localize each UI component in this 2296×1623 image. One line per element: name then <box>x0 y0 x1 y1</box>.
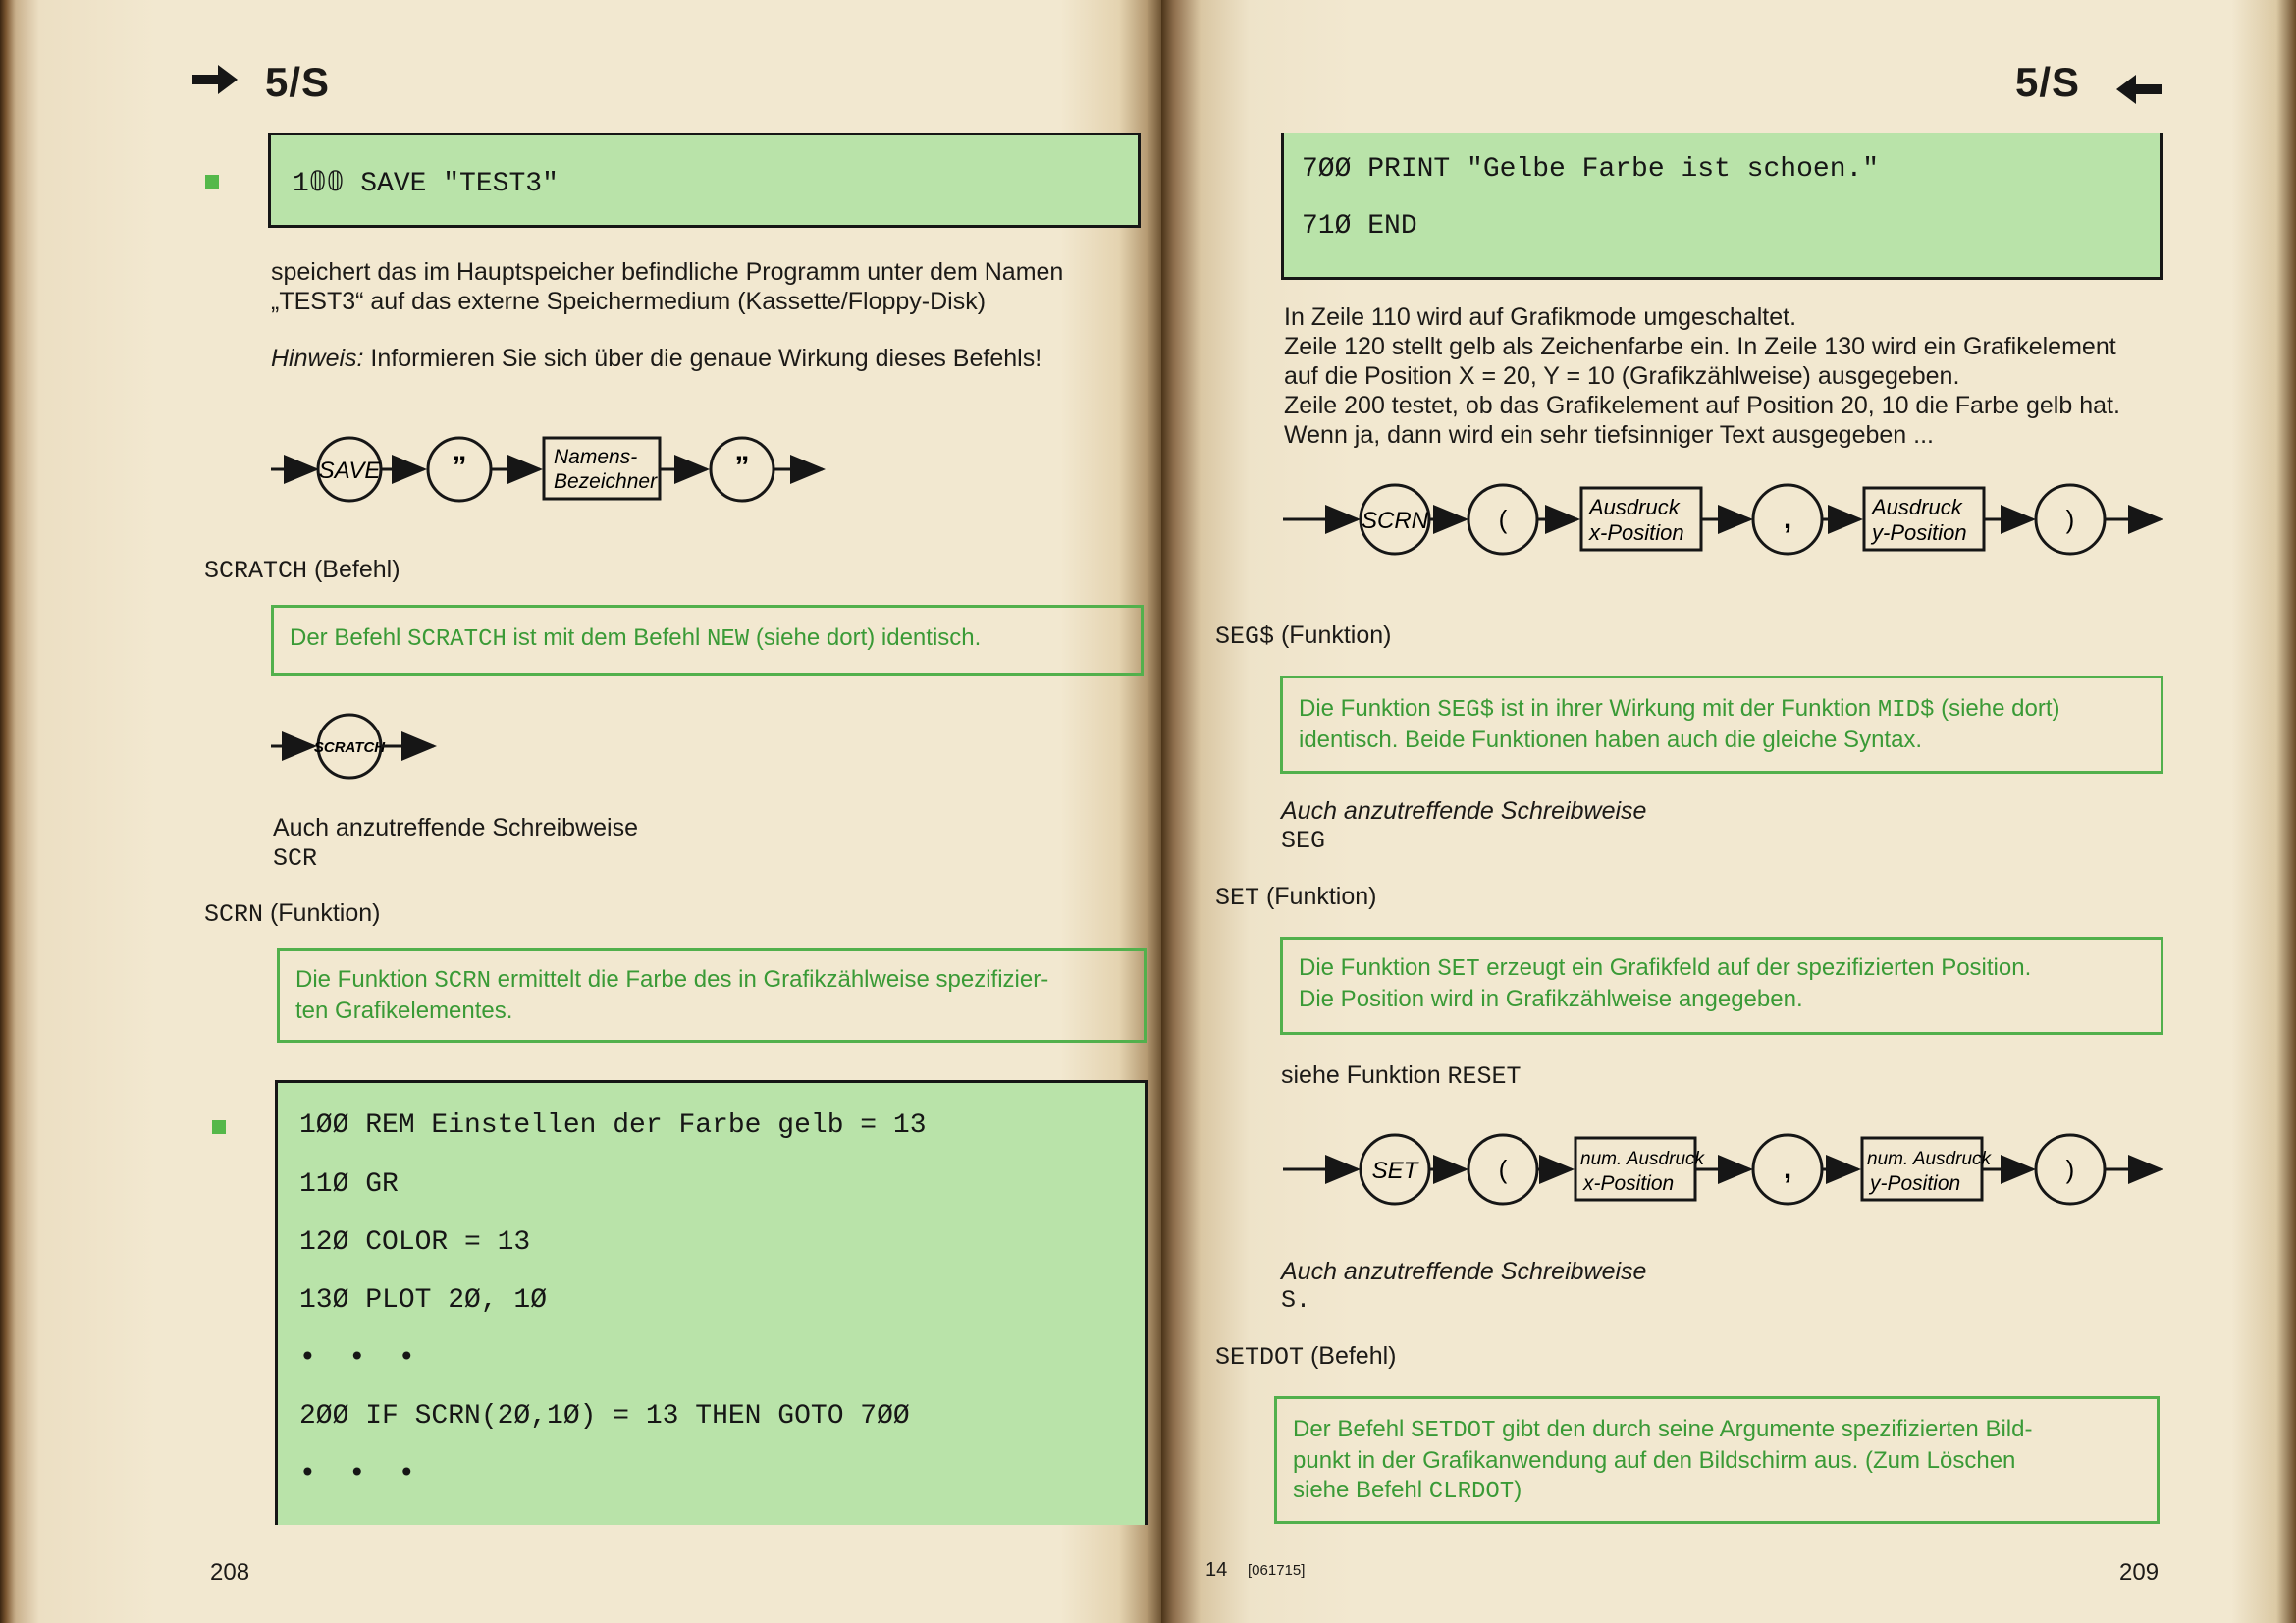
diagram-box-line: Namens- <box>554 446 638 468</box>
box-line <box>1293 1415 2141 1446</box>
save-syntax-diagram <box>265 432 834 511</box>
heading-type: (Befehl) <box>1304 1342 1397 1370</box>
diagram-symbol: , <box>1783 1153 1792 1185</box>
arrow-right-icon <box>192 65 238 99</box>
box-text: Die Funktion <box>1299 954 1438 981</box>
save-description-line: speichert das im Hauptspeicher befindliche Programm unter dem Namen <box>271 258 1064 286</box>
set-syntax-diagram <box>1277 1129 2296 1217</box>
diagram-keyword: SCRN <box>1361 508 1429 534</box>
heading-type: (Funktion) <box>263 899 381 927</box>
box-text: ist in ihrer Wirkung mit der Funktion <box>1494 695 1878 722</box>
section-header: 5/S <box>265 59 331 105</box>
diagram-box-line: y-Position <box>1870 1172 1961 1195</box>
code-line: 7ØØ PRINT "Gelbe Farbe ist schoen." <box>1302 154 1880 185</box>
scratch-syntax-diagram <box>265 709 452 787</box>
code-ellipsis: • • • <box>299 1459 415 1489</box>
code-ellipsis: • • • <box>299 1343 415 1374</box>
keyword: SCRN <box>204 900 264 929</box>
explanation-line: Wenn ja, dann wird ein sehr tiefsinniger Text ausgegeben ... <box>1284 421 1934 449</box>
diagram-box-line: Ausdruck <box>1872 495 1962 519</box>
box-text: Der Befehl <box>290 624 408 651</box>
sheet-signature: 14 <box>1205 1559 1228 1581</box>
scratch-heading <box>204 555 400 586</box>
box-line: ten Grafikelementes. <box>295 998 513 1024</box>
diagram-keyword: SCRATCH <box>313 739 386 756</box>
scrn-info-box <box>277 948 1147 1043</box>
explanation-line: Zeile 120 stellt gelb als Zeichenfarbe ein. In Zeile 130 wird ein Grafikelement <box>1284 333 2116 360</box>
explanation-line: In Zeile 110 wird auf Grafikmode umgeschaltet. <box>1284 303 1797 331</box>
hint-text: Informieren Sie sich über die genaue Wirkung dieses Befehls! <box>363 345 1042 372</box>
diagram-symbol: ) <box>2065 1155 2075 1184</box>
keyword: SET <box>1437 956 1480 983</box>
keyword: SEG$ <box>1215 622 1275 651</box>
box-text: ermittelt die Farbe des in Grafikzählweise spezifizier- <box>491 966 1049 993</box>
diagram-box-line: num. Ausdruck <box>1580 1149 1705 1169</box>
box-line <box>1293 1476 2141 1507</box>
alt-spelling-label: Auch anzutreffende Schreibweise <box>1281 1258 1647 1285</box>
alt-spelling-value: S. <box>1281 1286 1311 1315</box>
setdot-info-box <box>1274 1396 2160 1524</box>
box-line <box>1299 694 2145 726</box>
alt-spelling-value: SEG <box>1281 827 1326 855</box>
program-code-box <box>275 1080 1148 1525</box>
example-marker <box>212 1120 226 1134</box>
example-marker <box>205 175 219 189</box>
box-text: (siehe dort) <box>1934 695 2060 722</box>
keyword: SEG$ <box>1437 697 1495 724</box>
page-number: 209 <box>2119 1559 2160 1586</box>
diagram-keyword: SET <box>1371 1158 1418 1184</box>
box-line: identisch. Beide Funktionen haben auch die gleiche Syntax. <box>1299 727 1923 753</box>
see-also <box>1281 1060 1522 1092</box>
keyword: SCRN <box>434 968 492 995</box>
code-line: 12Ø COLOR = 13 <box>299 1227 531 1258</box>
diagram-keyword: SAVE <box>318 458 381 484</box>
keyword: SETDOT <box>1215 1343 1305 1372</box>
alt-spelling-label: Auch anzutreffende Schreibweise <box>273 814 638 841</box>
code-line: 71Ø END <box>1302 211 1417 242</box>
diagram-box-line: x-Position <box>1589 520 1684 545</box>
arrow-left-icon <box>2116 75 2162 109</box>
keyword: MID$ <box>1877 697 1935 724</box>
scrn-heading <box>204 898 381 930</box>
seg-heading <box>1215 621 1392 652</box>
setdot-heading <box>1215 1341 1397 1373</box>
print-code: [061715] <box>1248 1562 1306 1579</box>
set-info-box <box>1280 937 2163 1035</box>
keyword: SET <box>1215 884 1260 912</box>
code-line: 1𝟘𝟘 SAVE "TEST3" <box>293 169 559 199</box>
diagram-box-line: Bezeichner <box>554 470 658 493</box>
diagram-symbol: , <box>1783 503 1792 535</box>
see-also-text: siehe Funktion <box>1281 1061 1448 1089</box>
box-line <box>1299 953 2145 985</box>
code-line: 1ØØ REM Einstellen der Farbe gelb = 13 <box>299 1110 927 1141</box>
seg-info-box <box>1280 676 2163 774</box>
heading-type: (Funktion) <box>1274 622 1392 649</box>
section-header: 5/S <box>2015 59 2081 105</box>
box-text: ) <box>1514 1477 1522 1503</box>
keyword: SETDOT <box>1411 1418 1496 1444</box>
box-line <box>295 965 1128 997</box>
diagram-quote: ” <box>452 451 467 483</box>
explanation-line: auf die Position X = 20, Y = 10 (Grafikzählweise) ausgegeben. <box>1284 362 1960 390</box>
box-line: punkt in der Grafikanwendung auf den Bildschirm aus. (Zum Löschen <box>1293 1447 2016 1474</box>
heading-type: (Funktion) <box>1259 883 1377 910</box>
save-description-line: „TEST3“ auf das externe Speichermedium (Kassette/Floppy-Disk) <box>271 288 987 315</box>
box-text: erzeugt ein Grafikfeld auf der spezifizierten Position. <box>1479 954 2032 981</box>
code-line: 11Ø GR <box>299 1169 399 1200</box>
box-text: ist mit dem Befehl <box>506 624 707 651</box>
diagram-symbol: ( <box>1498 1155 1508 1184</box>
keyword: SCRATCH <box>204 557 308 585</box>
box-text: Die Funktion <box>295 966 435 993</box>
code-line: 2ØØ IF SCRN(2Ø,1Ø) = 13 THEN GOTO 7ØØ <box>299 1401 910 1432</box>
diagram-symbol: ) <box>2065 505 2075 534</box>
keyword: RESET <box>1447 1062 1522 1091</box>
box-text: siehe Befehl <box>1293 1477 1429 1503</box>
right-page <box>1161 0 2296 1623</box>
hint-paragraph <box>271 344 1041 373</box>
set-heading <box>1215 882 1377 913</box>
alt-spelling-value: SCR <box>273 844 318 873</box>
diagram-quote: ” <box>734 451 750 483</box>
diagram-box-line: Ausdruck <box>1589 495 1680 519</box>
diagram-box-line: num. Ausdruck <box>1867 1149 1992 1169</box>
alt-spelling-label: Auch anzutreffende Schreibweise <box>1281 797 1647 825</box>
keyword: NEW <box>706 626 750 653</box>
box-text: gibt den durch seine Argumente spezifizierten Bild- <box>1495 1416 2033 1442</box>
keyword: CLRDOT <box>1428 1479 1515 1505</box>
program-code-box-continued <box>1281 133 2163 280</box>
diagram-box-line: x-Position <box>1583 1172 1675 1195</box>
diagram-symbol: ( <box>1498 505 1508 534</box>
page-number: 208 <box>210 1559 250 1586</box>
scratch-info-box <box>271 605 1144 676</box>
heading-type: (Befehl) <box>307 556 400 583</box>
code-line: 13Ø PLOT 2Ø, 1Ø <box>299 1285 548 1316</box>
scrn-syntax-diagram <box>1277 479 2296 568</box>
box-line: Die Position wird in Grafikzählweise angegeben. <box>1299 986 1803 1012</box>
box-text: (siehe dort) identisch. <box>749 624 982 651</box>
box-text: Der Befehl <box>1293 1416 1412 1442</box>
hint-label: Hinweis: <box>271 345 364 372</box>
save-code-box <box>268 133 1141 228</box>
box-text: Die Funktion <box>1299 695 1438 722</box>
keyword: SCRATCH <box>407 626 507 653</box>
explanation-line: Zeile 200 testet, ob das Grafikelement auf Position 20, 10 die Farbe gelb hat. <box>1284 392 2120 419</box>
diagram-box-line: y-Position <box>1872 520 1967 545</box>
